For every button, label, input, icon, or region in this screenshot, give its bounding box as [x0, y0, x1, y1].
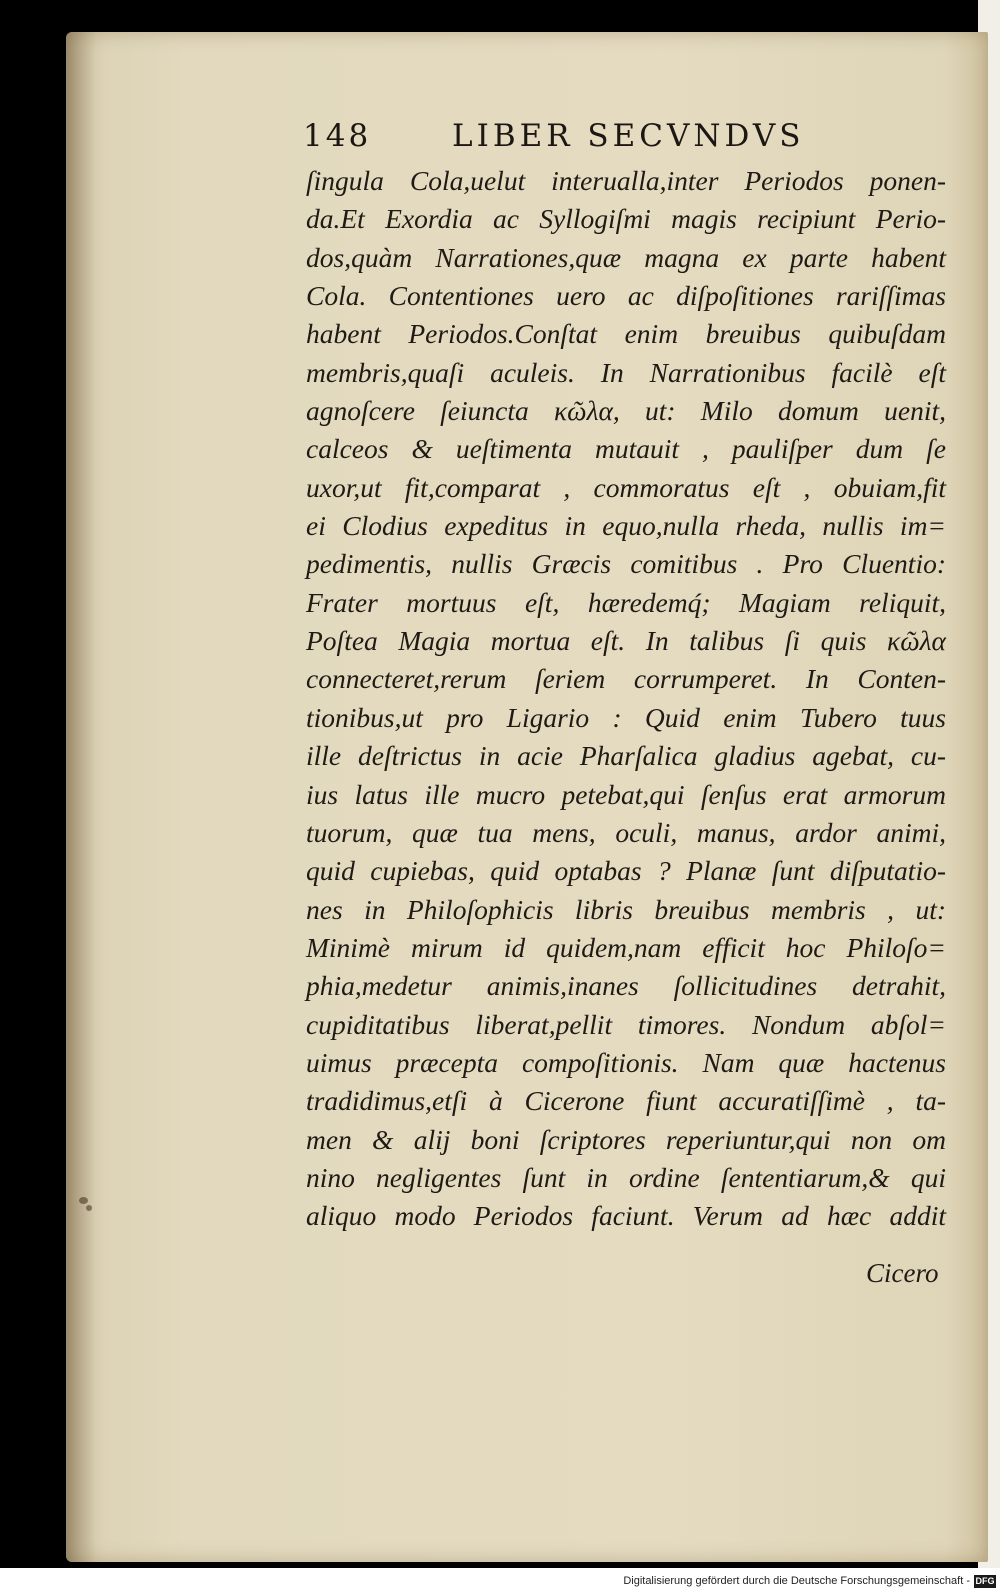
page-header [0, 118, 1000, 158]
text-line: phia,medetur animis,inanes ſollicitudines detrahit, [306, 970, 946, 1002]
footer-bar [0, 1568, 1000, 1596]
text-line: tuorum, quæ tua mens, oculi, manus, ardor animi, [306, 816, 946, 848]
text-line: membris,quaſi aculeis. In Narrationibus facilè eſt [306, 356, 946, 388]
ink-spot [86, 1205, 92, 1211]
text-line: uimus præcepta compoſitionis. Nam quæ hactenus [306, 1046, 946, 1078]
text-line: men & alij boni ſcriptores reperiuntur,qui non om [306, 1123, 946, 1155]
text-line: agnoſcere ſeiuncta κῶλα, ut: Milo domum uenit, [306, 395, 946, 427]
text-line: ille deſtrictus in acie Pharſalica gladius agebat, cu- [306, 740, 946, 772]
dfg-logo-icon: DFG [975, 1576, 995, 1586]
ink-spot [79, 1197, 88, 1204]
text-line: pedimentis, nullis Græcis comitibus . Pro Cluentio: [306, 548, 946, 580]
funding-credit: Digitalisierung gefördert durch die Deutsche Forschungsgemeinschaft - [623, 1575, 970, 1587]
text-line: aliquo modo Periodos faciunt. Verum ad hæc addit [306, 1200, 946, 1232]
text-line: nes in Philoſophicis libris breuibus membris , ut: [306, 893, 946, 925]
text-line: tradidimus,etſi à Cicerone fiunt accuratiſſimè , ta- [306, 1085, 946, 1117]
running-head: LIBER SECVNDVS [452, 118, 805, 154]
page-number: 148 [303, 118, 372, 154]
text-line: cupiditatibus liberat,pellit timores. Nondum abſol= [306, 1008, 946, 1040]
text-line: uxor,ut fit,comparat , commoratus eſt , obuiam,fit [306, 471, 946, 503]
text-line: nino negligentes ſunt in ordine ſententiarum,& qui [306, 1161, 946, 1193]
text-line: Frater mortuus eſt, hæredemq́; Magiam reliquit, [306, 586, 946, 618]
text-line: ei Clodius expeditus in equo,nulla rheda, nullis im= [306, 510, 946, 542]
text-line: ſingula Cola,uelut interualla,inter Periodos ponen- [306, 165, 946, 196]
text-line: habent Periodos.Conſtat enim breuibus quibuſdam [306, 318, 946, 350]
text-line: calceos & ueſtimenta mutauit , pauliſper dum ſe [306, 433, 946, 465]
text-line: ius latus ille mucro petebat,qui ſenſus erat armorum [306, 778, 946, 810]
text-line: Poſtea Magia mortua eſt. In talibus ſi quis κῶλα [306, 625, 946, 657]
text-line: Cola. Contentiones uero ac diſpoſitiones rariſſimas [306, 280, 946, 312]
catchword: Cicero [866, 1258, 939, 1288]
text-line: dos,quàm Narrationes,quæ magna ex parte habent [306, 241, 946, 273]
text-line: tionibus,ut pro Ligario : Quid enim Tubero tuus [306, 701, 946, 733]
body-text [306, 162, 946, 1236]
text-line: da.Et Exordia ac Syllogiſmi magis recipiunt Perio- [306, 203, 946, 235]
gutter-shadow [66, 32, 96, 1562]
text-line: connecteret,rerum ſeriem corrumperet. In Conten- [306, 663, 946, 695]
text-line: quid cupiebas, quid optabas ? Planæ ſunt diſputatio- [306, 855, 946, 887]
text-line: Minimè mirum id quidem,nam efficit hoc Philoſo= [306, 931, 946, 963]
